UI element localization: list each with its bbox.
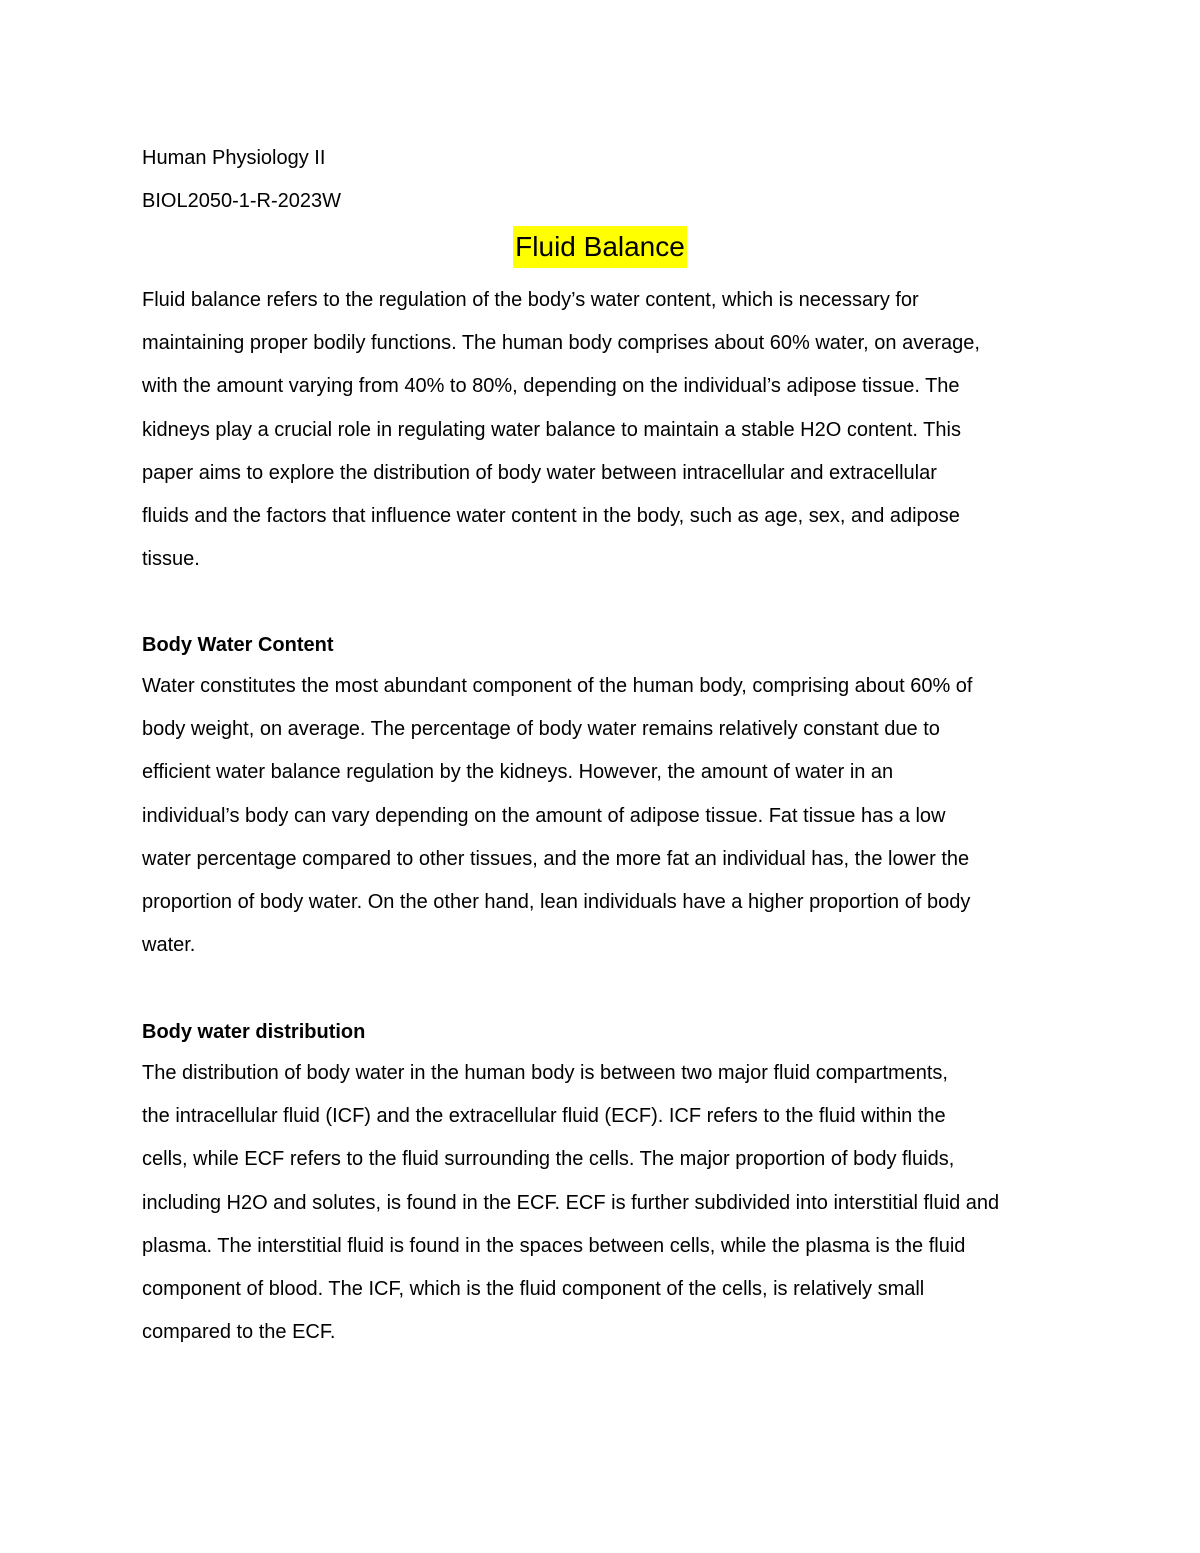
section-line: efficient water balance regulation by the kidneys. However, the amount of water in an	[142, 761, 894, 784]
section-heading-body-water-content: Body Water Content	[142, 634, 334, 656]
section-heading-body-water-distribution: Body water distribution	[142, 1021, 366, 1043]
section-line: cells, while ECF refers to the fluid surrounding the cells. The major proportion of body fluids,	[142, 1148, 955, 1171]
section-line: compared to the ECF.	[142, 1321, 336, 1344]
section-line: body weight, on average. The percentage of body water remains relatively constant due to	[142, 718, 940, 741]
intro-line: maintaining proper bodily functions. The human body comprises about 60% water, on average,	[142, 332, 980, 355]
section-line: water.	[142, 934, 196, 957]
section-body-body-water-distribution	[142, 1052, 1072, 1354]
course-code: BIOL2050-1-R-2023W	[142, 190, 341, 212]
intro-paragraph	[142, 279, 1072, 581]
section-line: component of blood. The ICF, which is the fluid component of the cells, is relatively small	[142, 1278, 925, 1301]
intro-line: fluids and the factors that influence water content in the body, such as age, sex, and adipose	[142, 505, 960, 528]
section-body-body-water-content	[142, 665, 1072, 967]
section-line: water percentage compared to other tissues, and the more fat an individual has, the lower the	[142, 847, 970, 870]
title-container	[0, 226, 1200, 268]
intro-line: with the amount varying from 40% to 80%, depending on the individual’s adipose tissue. The	[142, 375, 960, 398]
intro-line: Fluid balance refers to the regulation of the body’s water content, which is necessary for	[142, 289, 919, 311]
intro-line: tissue.	[142, 548, 200, 571]
document-title: Fluid Balance	[513, 226, 687, 268]
section-line: The distribution of body water in the human body is between two major fluid compartments,	[142, 1062, 948, 1084]
section-line: Water constitutes the most abundant component of the human body, comprising about 60% of	[142, 675, 973, 697]
section-line: the intracellular fluid (ICF) and the extracellular fluid (ECF). ICF refers to the fluid within the	[142, 1105, 946, 1128]
intro-line: kidneys play a crucial role in regulating water balance to maintain a stable H2O content. This	[142, 418, 961, 441]
course-name: Human Physiology II	[142, 147, 326, 169]
section-line: plasma. The interstitial fluid is found in the spaces between cells, while the plasma is the fluid	[142, 1234, 966, 1257]
section-line: individual’s body can vary depending on the amount of adipose tissue. Fat tissue has a low	[142, 804, 946, 827]
intro-line: paper aims to explore the distribution of body water between intracellular and extracellular	[142, 461, 937, 484]
section-line: including H2O and solutes, is found in the ECF. ECF is further subdivided into interstitial fluid and	[142, 1191, 1000, 1214]
section-line: proportion of body water. On the other hand, lean individuals have a higher proportion of body	[142, 891, 971, 914]
